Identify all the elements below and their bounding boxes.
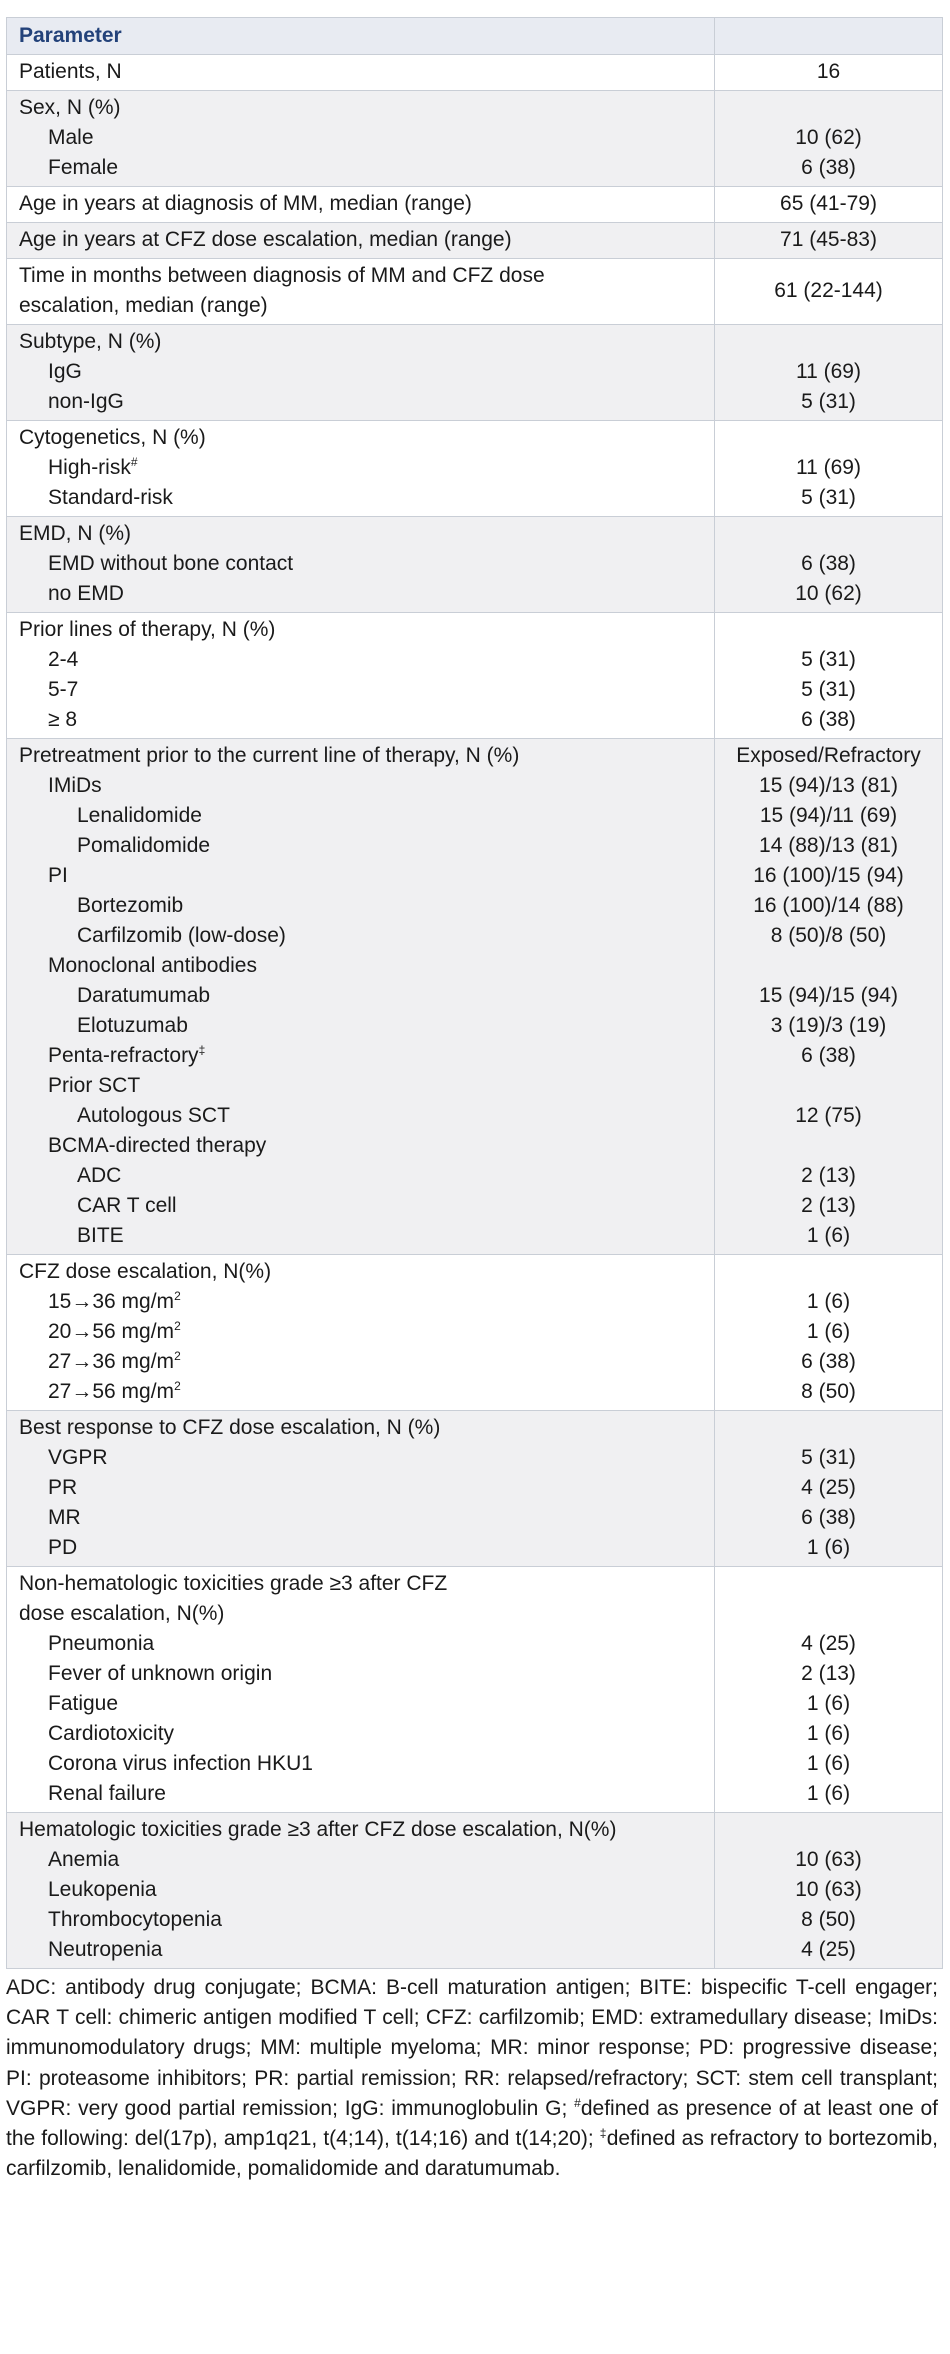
parameter-label: IgG [48, 360, 82, 383]
parameter-value: 5 (31) [801, 390, 856, 413]
table-group [7, 421, 943, 517]
parameter-label: Cytogenetics, N (%) [19, 426, 206, 449]
parameter-label: escalation, median (range) [19, 294, 268, 317]
table-row [7, 1813, 943, 1969]
parameter-label: CFZ dose escalation, N(%) [19, 1260, 272, 1283]
parameter-label: ADC [77, 1164, 122, 1187]
parameter-value: 5 (31) [801, 678, 856, 701]
parameter-value: 8 (50) [801, 1380, 856, 1403]
parameter-value: 8 (50) [801, 1908, 856, 1931]
parameter-value [715, 423, 942, 453]
parameter-value: 4 (25) [801, 1476, 856, 1499]
parameter-label: Age in years at diagnosis of MM, median (range) [19, 192, 472, 215]
table-group [7, 1411, 943, 1567]
parameter-value: 1 (6) [806, 1782, 851, 1805]
parameter-value: 1 (6) [806, 1290, 851, 1313]
parameter-label: Neutropenia [48, 1938, 163, 1961]
parameter-cell [7, 1411, 715, 1567]
parameter-value: 4 (25) [801, 1632, 856, 1655]
parameter-label: Male [48, 126, 94, 149]
table-row [7, 91, 943, 187]
parameter-value [715, 615, 942, 645]
parameter-value: 12 (75) [795, 1104, 862, 1127]
parameter-label: Pretreatment prior to the current line of therapy, N (%) [19, 744, 520, 767]
parameter-label: no EMD [48, 582, 124, 605]
parameter-value: 6 (38) [801, 1506, 856, 1529]
parameter-value: Exposed/Refractory [736, 744, 921, 767]
parameter-value: 2 (13) [801, 1662, 856, 1685]
parameter-value: 15 (94)/15 (94) [759, 984, 898, 1007]
table-group [7, 613, 943, 739]
parameter-value: 15 (94)/13 (81) [759, 774, 898, 797]
parameter-value: 16 (100)/14 (88) [753, 894, 904, 917]
table-row [7, 1567, 943, 1813]
parameter-value: 16 (100)/15 (94) [753, 864, 904, 887]
parameter-label: Fatigue [48, 1692, 119, 1715]
parameter-value [715, 327, 942, 357]
parameter-value: 3 (19)/3 (19) [770, 1014, 887, 1037]
footnote-abbreviations: ADC: antibody drug conjugate; BCMA: B-cell maturation antigen; BITE: bispecific T-cell engager; CAR T cell: chimeric antigen modified T cell; CFZ: carfilzomib; EMD: extramedullary disease; ImiDs: immunomodulatory drugs; MM: multiple myeloma; MR: minor response; PD: progressive disease; PI: proteasome inhibitors; PR: partial remission; RR: relapsed/refractory; SCT: stem cell transplant; VGPR: very good partial remission; IgG: immunoglobulin G; [6, 1976, 938, 2120]
parameter-label: EMD, N (%) [19, 522, 131, 545]
parameter-label: PI [48, 864, 68, 887]
parameter-value [715, 1569, 942, 1599]
parameter-cell [7, 55, 715, 91]
parameter-label: Cardiotoxicity [48, 1722, 175, 1745]
value-cell [715, 55, 943, 91]
value-cell [715, 1567, 943, 1813]
parameter-cell [7, 613, 715, 739]
parameter-cell [7, 259, 715, 325]
parameter-label: Patients, N [19, 60, 122, 83]
value-cell [715, 613, 943, 739]
value-cell [715, 421, 943, 517]
superscript-mark: # [130, 455, 138, 469]
parameter-label: 20→56 $mg/m^2$ [48, 1319, 181, 1343]
parameter-value: 5 (31) [801, 486, 856, 509]
table-group [7, 91, 943, 187]
parameter-value: 16 [816, 60, 841, 83]
parameter-value: 1 (6) [806, 1722, 851, 1745]
parameter-label: Bortezomib [77, 894, 184, 917]
parameter-value: 6 (38) [801, 156, 856, 179]
table-footnote [6, 1973, 938, 2184]
parameter-value [715, 1071, 942, 1101]
parameter-label: Female [48, 156, 119, 179]
parameter-cell [7, 1255, 715, 1411]
parameter-column-header: Parameter [7, 18, 715, 55]
parameter-label: IMiDs [48, 774, 102, 797]
value-column-header [715, 18, 943, 55]
parameter-cell [7, 325, 715, 421]
table-row [7, 55, 943, 91]
parameter-label: Hematologic toxicities grade ≥3 after CFZ dose escalation, N(%) [19, 1818, 617, 1841]
value-cell [715, 1813, 943, 1969]
parameter-label: Best response to CFZ dose escalation, N (%) [19, 1416, 441, 1439]
value-cell [715, 739, 943, 1255]
value-cell [715, 517, 943, 613]
parameter-value: 10 (62) [795, 126, 862, 149]
table-group [7, 223, 943, 259]
parameter-value: 11 (69) [796, 360, 861, 383]
parameter-label: ≥ 8 [48, 708, 78, 731]
parameter-value: 71 (45-83) [780, 228, 877, 251]
parameter-value [715, 1131, 942, 1161]
parameter-value: 14 (88)/13 (81) [759, 834, 898, 857]
parameter-value: 6 (38) [801, 1350, 856, 1373]
value-cell [715, 223, 943, 259]
parameter-label: dose escalation, N(%) [19, 1602, 225, 1625]
parameter-label: Autologous SCT [77, 1104, 230, 1127]
parameter-value: 5 (31) [801, 648, 856, 671]
parameter-cell [7, 91, 715, 187]
table-row [7, 613, 943, 739]
superscript-mark: 2 [174, 1379, 181, 1393]
table-group [7, 517, 943, 613]
parameter-label: 2-4 [48, 648, 79, 671]
footnote-penta-refractory-definition: defined as refractory to bortezomib, carfilzomib, lenalidomide, pomalidomide and daratumumab. [6, 2127, 938, 2181]
table-row [7, 1411, 943, 1567]
table-group [7, 739, 943, 1255]
parameter-value: 15 (94)/11 (69) [759, 804, 898, 827]
parameter-label: Pneumonia [48, 1632, 155, 1655]
footnote-mark-hash: # [574, 2095, 581, 2110]
parameter-label: Standard-risk [48, 486, 173, 509]
table-row [7, 739, 943, 1255]
parameter-label: PD [48, 1536, 78, 1559]
parameter-value [715, 951, 942, 981]
parameter-value: 2 (13) [801, 1194, 856, 1217]
superscript-mark: 2 [174, 1289, 181, 1303]
value-cell [715, 187, 943, 223]
parameter-label: BCMA-directed therapy [48, 1134, 267, 1157]
table-row [7, 187, 943, 223]
parameter-label: Pomalidomide [77, 834, 211, 857]
parameter-cell [7, 1813, 715, 1969]
parameter-label: High-risk# [48, 455, 138, 479]
table-header-row [7, 18, 943, 55]
parameter-label: Carfilzomib (low-dose) [77, 924, 286, 947]
parameter-label: Prior lines of therapy, N (%) [19, 618, 276, 641]
parameter-value: 1 (6) [806, 1536, 851, 1559]
table-group [7, 1813, 943, 1969]
table-row [7, 517, 943, 613]
parameter-value: 10 (63) [795, 1848, 862, 1871]
parameter-label: 5-7 [48, 678, 79, 701]
value-cell [715, 91, 943, 187]
table-row [7, 1255, 943, 1411]
value-cell [715, 1411, 943, 1567]
parameter-value [715, 1413, 942, 1443]
table-group [7, 325, 943, 421]
parameter-cell [7, 1567, 715, 1813]
parameter-value: 1 (6) [806, 1320, 851, 1343]
parameter-value: 6 (38) [801, 1044, 856, 1067]
parameter-value: 1 (6) [806, 1692, 851, 1715]
parameter-value [715, 1815, 942, 1845]
parameter-cell [7, 223, 715, 259]
parameter-label: Age in years at CFZ dose escalation, median (range) [19, 228, 512, 251]
parameter-cell [7, 739, 715, 1255]
parameter-value: 10 (62) [795, 582, 862, 605]
superscript-mark: 2 [174, 1349, 181, 1363]
parameter-label: BITE [77, 1224, 124, 1247]
parameter-cell [7, 517, 715, 613]
parameter-value [715, 1257, 942, 1287]
parameter-value [715, 1599, 942, 1629]
footnote-mark-dagger: ‡ [599, 2126, 607, 2141]
footnote-high-risk-definition: defined as presence of at least one of the following: del(17p), amp1q21, t(4;14), t(14;16) and t(14;20); [6, 2096, 939, 2151]
table-row [7, 223, 943, 259]
parameter-value: 11 (69) [796, 456, 861, 479]
parameter-value: 8 (50)/8 (50) [770, 924, 887, 947]
superscript-mark: ‡ [198, 1043, 206, 1057]
parameter-label: Penta-refractory‡ [48, 1043, 206, 1067]
parameter-label: 27→56 $mg/m^2$ [48, 1379, 181, 1403]
table-group [7, 1567, 943, 1813]
parameter-label: Time in months between diagnosis of MM and CFZ dose [19, 264, 545, 287]
parameter-cell [7, 421, 715, 517]
value-cell [715, 325, 943, 421]
parameter-value: 65 (41-79) [780, 192, 877, 215]
value-cell [715, 259, 943, 325]
superscript-mark: 2 [174, 1319, 181, 1333]
table-row [7, 259, 943, 325]
table-group [7, 1255, 943, 1411]
parameter-value: 6 (38) [801, 708, 856, 731]
parameter-label: Prior SCT [48, 1074, 141, 1097]
parameter-label: Lenalidomide [77, 804, 202, 827]
parameter-label: Monoclonal antibodies [48, 954, 257, 977]
parameter-label: Corona virus infection HKU1 [48, 1752, 313, 1775]
table-group [7, 259, 943, 325]
parameter-label: 15→36 $mg/m^2$ [48, 1289, 181, 1313]
parameter-value [715, 93, 942, 123]
parameter-label: Anemia [48, 1848, 120, 1871]
parameter-label: Subtype, N (%) [19, 330, 162, 353]
parameter-label: Non-hematologic toxicities grade ≥3 after CFZ [19, 1572, 448, 1595]
parameter-label: Sex, N (%) [19, 96, 121, 119]
parameter-value: 1 (6) [806, 1224, 851, 1247]
parameter-label: Renal failure [48, 1782, 166, 1805]
parameter-value: 6 (38) [801, 552, 856, 575]
parameter-value: 1 (6) [806, 1752, 851, 1775]
value-cell [715, 1255, 943, 1411]
table-row [7, 421, 943, 517]
parameter-label: non-IgG [48, 390, 124, 413]
parameter-value: 61 (22-144) [774, 279, 883, 302]
parameter-value: 2 (13) [801, 1164, 856, 1187]
parameter-label: MR [48, 1506, 81, 1529]
parameter-cell [7, 187, 715, 223]
parameter-label: Leukopenia [48, 1878, 157, 1901]
table-row [7, 325, 943, 421]
parameter-value: 10 (63) [795, 1878, 862, 1901]
parameter-value [715, 519, 942, 549]
parameter-label: PR [48, 1476, 78, 1499]
parameter-label: Fever of unknown origin [48, 1662, 273, 1685]
parameter-value: 5 (31) [801, 1446, 856, 1469]
parameter-label: Thrombocytopenia [48, 1908, 222, 1931]
parameter-label: Elotuzumab [77, 1014, 188, 1037]
parameter-label: EMD without bone contact [48, 552, 294, 575]
table-group [7, 55, 943, 91]
parameter-label: 27→36 $mg/m^2$ [48, 1349, 181, 1373]
patient-characteristics-table [6, 17, 943, 1969]
parameter-label: VGPR [48, 1446, 108, 1469]
parameter-value: 4 (25) [801, 1938, 856, 1961]
parameter-label: Daratumumab [77, 984, 211, 1007]
parameter-label: CAR T cell [77, 1194, 177, 1217]
table-group [7, 187, 943, 223]
